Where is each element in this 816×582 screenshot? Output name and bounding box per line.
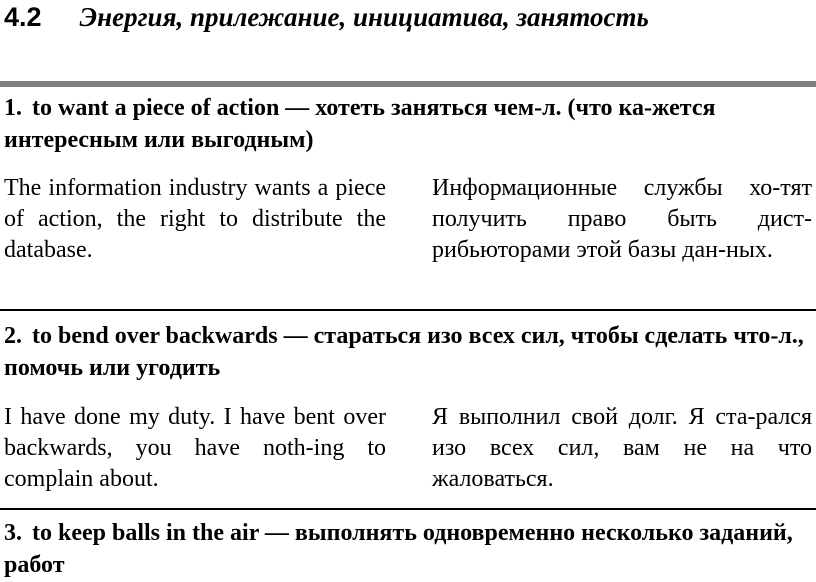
entry-number-1: 1. bbox=[4, 95, 22, 121]
entry-example-en-1: The information industry wants a piece of action, the right to distribute the database. bbox=[4, 175, 386, 263]
entry-heading-3 bbox=[4, 517, 812, 581]
entry-heading-1 bbox=[4, 92, 812, 156]
entry-example-en-2: I have done my duty. I have bent over backwards, you have noth-ing to complain about. bbox=[4, 404, 386, 492]
entry-heading-text-3: to keep balls in the air — выполнять одновременно несколько заданий, работ bbox=[4, 520, 793, 578]
entry-example-ru-1: Информационные службы хо-тят получить право быть дист-рибьюторами этой базы дан-ных. bbox=[432, 175, 812, 263]
section-title: Энергия, прилежание, инициатива, занятость bbox=[79, 2, 649, 32]
entry-divider-1 bbox=[0, 309, 816, 311]
entry-divider-2 bbox=[0, 508, 816, 510]
entry-heading-text-1: to want a piece of action — хотеть заняться чем-л. (что ка-жется интересным или выгодным) bbox=[4, 95, 716, 153]
entry-example-ru-2: Я выполнил свой долг. Я ста-рался изо всех сил, вам не на что жаловаться. bbox=[432, 404, 812, 492]
entry-heading-2 bbox=[4, 320, 812, 384]
entry-number-2: 2. bbox=[4, 323, 22, 349]
section-divider bbox=[0, 81, 816, 87]
section-number: 4.2 bbox=[4, 2, 42, 32]
section-header bbox=[4, 2, 649, 42]
entry-heading-text-2: to bend over backwards — стараться изо всех сил, чтобы сделать что-л., помочь или угодить bbox=[4, 323, 804, 381]
entry-number-3: 3. bbox=[4, 520, 22, 546]
